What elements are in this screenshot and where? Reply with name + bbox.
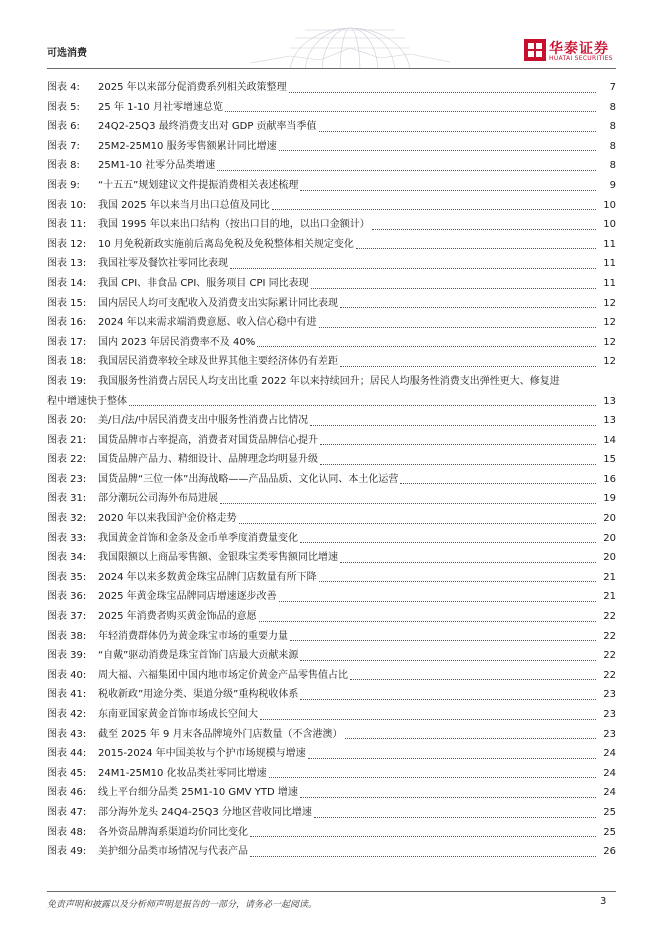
toc-entry-label: 图表 34: — [47, 552, 87, 564]
toc-leader-dots — [340, 548, 596, 563]
toc-leader-dots — [279, 137, 596, 152]
toc-leader-dots — [230, 254, 596, 269]
toc-entry-label: 图表 5: — [47, 101, 80, 113]
toc-entry-title: 部分潮玩公司海外布局进展 — [98, 493, 218, 505]
toc-entry-title: 我国居民消费率较全球及世界其他主要经济体仍有差距 — [98, 356, 338, 368]
toc-leader-dots — [220, 489, 596, 504]
toc-entry-page: 8 — [609, 140, 616, 152]
toc-entry-title: 24M1-25M10 化妆品类社零同比增速 — [98, 767, 267, 779]
toc-entry-page: 20 — [603, 513, 616, 525]
toc-entry-label: 图表 13: — [47, 258, 87, 270]
toc-entry-title: 我国服务性消费占居民人均支出比重 2022 年以来持续回升；居民人均服务性消费支出弹性更大、修复进 — [98, 375, 560, 387]
toc-entry-label: 图表 21: — [47, 434, 87, 446]
toc-leader-dots — [400, 470, 596, 485]
toc-entry[interactable] — [47, 548, 616, 568]
toc-leader-dots — [257, 333, 596, 348]
toc-entry-title: “自戴”驱动消费是珠宝首饰门店最大贡献来源 — [98, 650, 299, 662]
toc-entry-title-cont: 程中增速快于整体 — [47, 395, 127, 407]
toc-entry-page: 12 — [603, 356, 616, 368]
toc-entry-page: 10 — [603, 219, 616, 231]
toc-entry-title: 25M2-25M10 服务零售额累计同比增速 — [98, 140, 277, 152]
toc-entry-title: 美/日/法/中居民消费支出中服务性消费占比情况 — [98, 415, 309, 427]
toc-entry-title: 2020 年以来我国沪金价格走势 — [98, 513, 237, 525]
toc-entry-page: 12 — [603, 336, 616, 348]
toc-leader-dots — [272, 196, 596, 211]
toc-entry-title: 我国限额以上商品零售额、金银珠宝类零售额同比增速 — [98, 552, 338, 564]
toc-entry[interactable] — [47, 803, 616, 823]
toc-entry-title: 2024 年以来多数黄金珠宝品牌门店数量有所下降 — [98, 571, 317, 583]
toc-entry-label: 图表 11: — [47, 219, 87, 231]
toc-entry-page: 21 — [603, 591, 616, 603]
toc-entry-page: 14 — [603, 434, 616, 446]
toc-leader-dots — [300, 646, 596, 661]
toc-entry-title: 国内 2023 年居民消费率不及 40% — [98, 336, 256, 348]
toc-leader-dots — [345, 725, 596, 740]
toc-leader-dots — [225, 98, 596, 113]
toc-entry-title: 24Q2-25Q3 最终消费支出对 GDP 贡献率当季值 — [98, 121, 317, 133]
toc-entry-label: 图表 18: — [47, 356, 87, 368]
toc-entry-page: 20 — [603, 532, 616, 544]
toc-entry[interactable] — [47, 823, 616, 843]
toc-entry-title: 2015-2024 年中国美妆与个护市场规模与增速 — [98, 748, 306, 760]
toc-entry-title: 美护细分品类市场情况与代表产品 — [98, 846, 248, 858]
toc-entry-page: 11 — [603, 277, 616, 289]
toc-leader-dots — [356, 235, 596, 250]
toc-entry[interactable] — [47, 431, 616, 451]
toc-entry[interactable] — [47, 313, 616, 333]
toc-entry[interactable] — [47, 489, 616, 509]
toc-entry[interactable] — [47, 274, 616, 294]
toc-entry[interactable] — [47, 627, 616, 647]
toc-entry[interactable] — [47, 842, 616, 862]
toc-entry[interactable] — [47, 764, 616, 784]
toc-entry-page: 11 — [603, 238, 616, 250]
toc-entry-label: 图表 46: — [47, 787, 87, 799]
toc-entry-title: 线上平台细分品类 25M1-10 GMV YTD 增速 — [98, 787, 298, 799]
toc-entry-page: 15 — [603, 454, 616, 466]
toc-entry-page: 9 — [609, 179, 616, 191]
toc-leader-dots — [314, 803, 596, 818]
toc-entry-label: 图表 41: — [47, 689, 87, 701]
toc-entry-label: 图表 31: — [47, 493, 87, 505]
toc-entry-title: 我国黄金首饰和金条及金币单季度消费量变化 — [98, 532, 298, 544]
toc-entry-page: 22 — [603, 630, 616, 642]
huatai-logo-icon — [524, 39, 546, 61]
toc-entry-title: 我国 CPI、非食品 CPI、服务项目 CPI 同比表现 — [98, 277, 309, 289]
toc-entry[interactable] — [47, 352, 616, 372]
toc-entry-label: 图表 7: — [47, 140, 80, 152]
toc-entry-title: 25 年 1-10 月社零增速总览 — [98, 101, 223, 113]
toc-leader-dots — [311, 274, 596, 289]
toc-entry-title: 各外资品牌淘系渠道均价同比变化 — [98, 826, 248, 838]
toc-entry-title: 国货品牌产品力、精细设计、品牌理念均明显升级 — [98, 454, 318, 466]
toc-leader-dots — [340, 352, 596, 367]
toc-entry-page: 13 — [603, 415, 616, 427]
toc-entry-title: 截至 2025 年 9 月末各品牌境外门店数量（不含港澳） — [98, 728, 343, 740]
toc-entry[interactable] — [47, 587, 616, 607]
toc-entry-label: 图表 14: — [47, 277, 87, 289]
page-number: 3 — [600, 896, 607, 907]
toc-entry[interactable] — [47, 156, 616, 176]
toc-entry-title: 国货品牌“三位一体”出海战略——产品品质、文化认同、本土化运营 — [98, 473, 399, 485]
toc-entry-label: 图表 47: — [47, 806, 87, 818]
toc-leader-dots — [350, 666, 596, 681]
toc-entry[interactable] — [47, 666, 616, 686]
toc-entry-page: 20 — [603, 552, 616, 564]
toc-entry-label: 图表 33: — [47, 532, 87, 544]
toc-entry-label: 图表 49: — [47, 846, 87, 858]
toc-entry[interactable] — [47, 235, 616, 255]
toc-entry-title: 周大福、六福集团中国内地市场定价黄金产品零售值占比 — [98, 669, 348, 681]
toc-entry-title: 我国 2025 年以来当月出口总值及同比 — [98, 199, 270, 211]
toc-entry-title: 东南亚国家黄金首饰市场成长空间大 — [98, 709, 258, 720]
toc-leader-dots — [320, 431, 596, 446]
toc-leader-dots — [279, 587, 596, 602]
toc-entry-label: 图表 20: — [47, 415, 87, 427]
toc-entry[interactable] — [47, 450, 616, 470]
toc-entry-label: 图表 17: — [47, 336, 87, 348]
toc-entry-label: 图表 43: — [47, 728, 87, 740]
disclaimer-note: 免责声明和披露以及分析师声明是报告的一部分，请务必一起阅读。 — [47, 900, 318, 910]
toc-entry-label: 图表 37: — [47, 611, 87, 623]
toc-entry-title: “十五五”规划建议文件提振消费相关表述梳理 — [98, 179, 299, 191]
toc-entry[interactable] — [47, 254, 616, 274]
toc-entry-title: 我国 1995 年以来出口结构（按出口目的地，以出口金额计） — [98, 219, 370, 231]
toc-entry-title: 2025 年消费者购买黄金饰品的意愿 — [98, 611, 257, 623]
toc-leader-dots — [320, 450, 596, 465]
toc-entry[interactable] — [47, 509, 616, 529]
toc-entry-label: 图表 10: — [47, 199, 87, 211]
toc-entry-title: 25M1-10 社零分品类增速 — [98, 160, 216, 172]
toc-entry-page: 23 — [603, 728, 616, 740]
toc-entry-title: 2025 年黄金珠宝品牌同店增速逐步改善 — [98, 591, 277, 603]
toc-leader-dots — [129, 392, 596, 407]
header-decoration — [250, 18, 450, 68]
toc-entry[interactable] — [47, 725, 616, 745]
toc-entry-label: 图表 38: — [47, 630, 87, 642]
toc-entry[interactable] — [47, 176, 616, 196]
toc-entry-label: 图表 15: — [47, 297, 87, 309]
toc-entry[interactable] — [47, 78, 616, 98]
toc-entry-label: 图表 40: — [47, 669, 87, 681]
toc-entry[interactable] — [47, 137, 616, 157]
toc-entry-label: 图表 42: — [47, 709, 87, 720]
toc-entry-title: 10 月免税新政实施前后离岛免税及免税整体相关规定变化 — [98, 238, 354, 250]
toc-leader-dots — [300, 176, 596, 191]
toc-entry-label: 图表 4: — [47, 82, 80, 93]
toc-entry-title: 2025 年以来部分促消费系列相关政策整理 — [98, 82, 287, 93]
toc-entry-title: 部分海外龙头 24Q4-25Q3 分地区营收同比增速 — [98, 806, 312, 818]
toc-entry[interactable] — [47, 294, 616, 314]
toc-entry-page: 25 — [603, 826, 616, 838]
logo-chinese-text: 华泰证券 — [549, 41, 609, 57]
toc-entry-title: 税收新政”用途分类、渠道分级”重构税收体系 — [98, 689, 299, 701]
toc-entry-page: 24 — [603, 748, 616, 760]
toc-leader-dots — [217, 156, 596, 171]
toc-entry-page: 11 — [603, 258, 616, 270]
toc-leader-dots — [308, 744, 596, 759]
toc-leader-dots — [290, 627, 596, 642]
toc-entry-label: 图表 22: — [47, 454, 87, 466]
toc-entry-page: 23 — [603, 709, 616, 720]
toc-leader-dots — [319, 117, 596, 132]
toc-leader-dots — [300, 529, 596, 544]
toc-entry-page: 19 — [603, 493, 616, 505]
toc-entry[interactable] — [47, 685, 616, 705]
toc-entry-page: 12 — [603, 317, 616, 329]
toc-entry-label: 图表 6: — [47, 121, 80, 133]
toc-entry-page: 10 — [603, 199, 616, 211]
toc-entry[interactable] — [47, 98, 616, 118]
toc-entry-page: 7 — [609, 82, 616, 93]
toc-entry-title: 我国社零及餐饮社零同比表现 — [98, 258, 228, 270]
footer-divider — [47, 891, 616, 892]
toc-entry-page: 26 — [603, 846, 616, 858]
toc-entry-label: 图表 23: — [47, 473, 87, 485]
toc-entry-page: 16 — [603, 473, 616, 485]
toc-entry[interactable] — [47, 470, 616, 490]
toc-leader-dots — [300, 783, 596, 798]
toc-entry-page: 22 — [603, 669, 616, 681]
toc-leader-dots — [260, 705, 596, 720]
toc-leader-dots — [289, 78, 596, 93]
toc-leader-dots — [269, 764, 596, 779]
toc-leader-dots — [250, 842, 596, 857]
toc-entry-page: 22 — [603, 611, 616, 623]
toc-leader-dots — [310, 411, 596, 426]
section-label: 可选消费 — [47, 48, 87, 59]
toc-entry-page: 12 — [603, 297, 616, 309]
toc-entry-label: 图表 32: — [47, 513, 87, 525]
toc-leader-dots — [300, 685, 596, 700]
toc-entry-title: 2024 年以来需求端消费意愿、收入信心稳中有进 — [98, 317, 317, 329]
toc-entry[interactable] — [47, 333, 616, 353]
toc-entry[interactable] — [47, 117, 616, 137]
toc-entry-page: 13 — [603, 395, 616, 407]
toc-entry-label: 图表 35: — [47, 571, 87, 583]
toc-entry-label: 图表 9: — [47, 179, 80, 191]
toc-leader-dots — [319, 313, 596, 328]
toc-entry-title: 国货品牌市占率提高，消费者对国货品牌信心提升 — [98, 434, 318, 446]
toc-entry[interactable] — [47, 744, 616, 764]
toc-entry-title: 年轻消费群体仍为黄金珠宝市场的重要力量 — [98, 630, 288, 642]
toc-entry-page: 8 — [609, 101, 616, 113]
toc-entry-page: 21 — [603, 571, 616, 583]
toc-leader-dots — [319, 568, 596, 583]
huatai-logo — [524, 38, 624, 68]
page-header — [0, 0, 662, 72]
toc-entry-label: 图表 39: — [47, 650, 87, 662]
toc-entry[interactable] — [47, 783, 616, 803]
toc-entry-label: 图表 48: — [47, 826, 87, 838]
toc-entry[interactable] — [47, 196, 616, 216]
toc-entry[interactable] — [47, 646, 616, 666]
header-divider — [47, 68, 616, 69]
toc-entry-page: 24 — [603, 787, 616, 799]
figure-toc — [47, 78, 616, 862]
toc-entry-label: 图表 12: — [47, 238, 87, 250]
toc-leader-dots — [340, 294, 596, 309]
toc-entry-label: 图表 45: — [47, 767, 87, 779]
toc-entry-page: 22 — [603, 650, 616, 662]
toc-entry[interactable] — [47, 215, 616, 235]
toc-entry-title: 国内居民人均可支配收入及消费支出实际累计同比表现 — [98, 297, 338, 309]
toc-entry-label: 图表 36: — [47, 591, 87, 603]
toc-entry-label: 图表 8: — [47, 160, 80, 172]
toc-entry-page: 8 — [609, 121, 616, 133]
toc-entry[interactable] — [47, 705, 616, 725]
toc-entry[interactable] — [47, 372, 616, 411]
toc-entry-label: 图表 16: — [47, 317, 87, 329]
toc-leader-dots — [372, 215, 596, 230]
toc-entry-label: 图表 19: — [47, 375, 87, 387]
toc-entry[interactable] — [47, 607, 616, 627]
toc-entry[interactable] — [47, 529, 616, 549]
toc-entry-page: 24 — [603, 767, 616, 779]
toc-entry[interactable] — [47, 568, 616, 588]
toc-leader-dots — [259, 607, 596, 622]
toc-entry-page: 23 — [603, 689, 616, 701]
toc-entry[interactable] — [47, 411, 616, 431]
toc-entry-label: 图表 44: — [47, 748, 87, 760]
toc-entry-page: 8 — [609, 160, 616, 172]
toc-leader-dots — [239, 509, 596, 524]
toc-leader-dots — [250, 823, 596, 838]
toc-entry-page: 25 — [603, 806, 616, 818]
logo-english-text: HUATAI SECURITIES — [549, 55, 613, 62]
